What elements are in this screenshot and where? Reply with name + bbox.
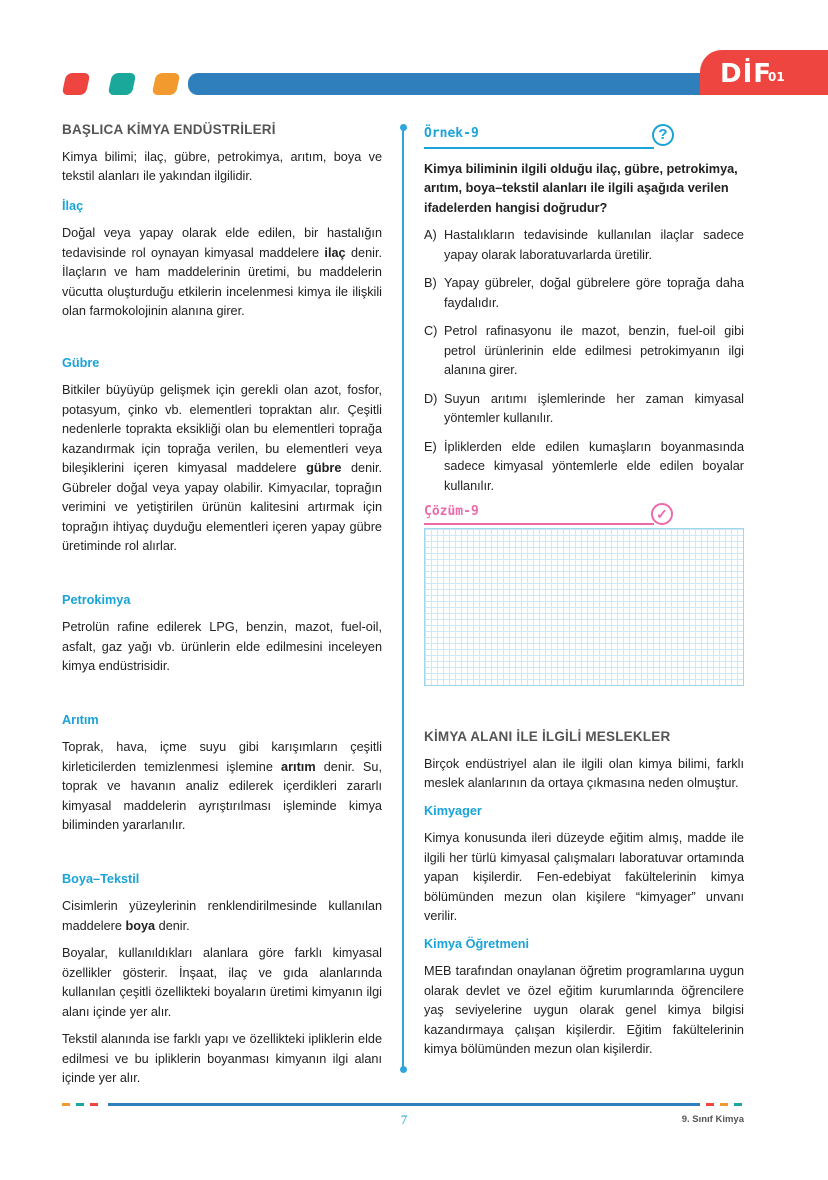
header-bar — [188, 73, 748, 95]
option-text: Yapay gübreler, doğal gübrelere göre toprağa daha faydalıdır. — [444, 276, 744, 310]
petrokimya-text: Petrolün rafine edilerek LPG, benzin, mazot, fuel-oil, asfalt, gaz yağı vb. ürünlerin elde edilmesini inceleyen kimya endüstrisidir. — [62, 620, 382, 673]
column-divider — [402, 128, 404, 1070]
ilac-text: Doğal veya yapay olarak elde edilen, bir hastalığın tedavisinde rol oynayan kimyasal maddelere ilaç denir. İlaçların ve ham maddelerinin üretimi, bu maddelerin vücutta oluşturduğu etkilerin incelenmesi kimya ile ilişkili olan farmokolojinin alanına girer. — [62, 226, 383, 318]
boya-text-3: Tekstil alanında ise farklı yapı ve özellikteki ipliklerin elde edilmesi ve bu ipliklerin boyanması kimyanın ilgi alanı içinde yer alır. — [62, 1032, 382, 1085]
option-key: A) — [424, 228, 437, 242]
heading-boya: Boya–Tekstil — [62, 871, 140, 886]
footer-dash-3 — [90, 1103, 98, 1106]
footer-line — [108, 1103, 700, 1106]
header-square-red — [62, 73, 91, 95]
footer-dash-1 — [62, 1103, 70, 1106]
footer-subject: 9. Sınıf Kimya — [681, 1114, 744, 1125]
ogretmen-text: MEB tarafından onaylanan öğretim programlarına uygun olarak devlet ve özel eğitim kurumlarında öğrencilere yaş seviyelerine uygun olarak genel kimya bilgisi kazandırmaya çalışan kişilerdir. Eğitim fakültelerinin kimya bölümünden mezun olan kişilerdir. — [424, 964, 744, 1056]
solution-grid — [424, 528, 744, 686]
page-number: 7 — [400, 1112, 408, 1127]
option-d — [424, 390, 744, 429]
left-column — [62, 120, 382, 1089]
boya-text-1: Cisimlerin yüzeylerinin renklendirilmesinde kullanılan maddelere boya denir. — [62, 899, 382, 933]
header-square-orange — [152, 73, 181, 95]
divider-dot-bottom — [400, 1066, 407, 1073]
header-square-teal — [108, 73, 137, 95]
option-key: B) — [424, 276, 437, 290]
intro-text: Kimya bilimi; ilaç, gübre, petrokimya, arıtım, boya ve tekstil alanları ile yakından ilgilidir. — [62, 149, 382, 183]
brand-logo — [700, 50, 828, 95]
footer-dash-6 — [734, 1103, 742, 1106]
option-c — [424, 322, 744, 381]
option-a — [424, 226, 744, 265]
heading-petrokimya: Petrokimya — [62, 592, 131, 607]
heading-gubre: Gübre — [62, 355, 100, 370]
example-block — [424, 120, 744, 496]
boya-text-2: Boyalar, kullanıldıkları alanlara göre farklı kimyasal özellikler gösterir. İnşaat, ilaç ve gıda alanlarında kullanılan çeşitli özellikteki boyaların üretimi kimyanın ilgi alanı içinde yer alır. — [62, 946, 382, 1019]
option-text: Hastalıkların tedavisinde kullanılan ilaçlar sadece yapay olarak laboratuvarlarda üretilir. — [444, 228, 744, 262]
solution-title: Çözüm-9 — [424, 504, 479, 519]
question-mark-icon: ? — [652, 124, 674, 146]
example-question: Kimya biliminin ilgili olduğu ilaç, gübre, petrokimya, arıtım, boya–tekstil alanları ile ilgili aşağıda verilen ifadelerden hangisi doğrudur? — [424, 161, 738, 215]
option-key: C) — [424, 324, 438, 338]
aritim-text: Toprak, hava, içme suyu gibi karışımların çeşitli kirleticilerden temizlenmesi işlemine arıtım denir. Su, toprak ve havanın analiz edilerek içerdikleri zararlı kimyasal maddelerin ayrıştırılması işleminde kimya biliminden yararlanılır. — [62, 740, 382, 832]
brand-number: 01 — [768, 70, 785, 84]
heading-ilac: İlaç — [62, 198, 84, 213]
careers-title: KİMYA ALANI İLE İLGİLİ MESLEKLER — [424, 729, 671, 744]
option-b — [424, 274, 744, 313]
example-title: Örnek-9 — [424, 126, 479, 141]
section-title: BAŞLICA KİMYA ENDÜSTRİLERİ — [62, 122, 276, 137]
heading-kimya-ogretmeni: Kimya Öğretmeni — [424, 936, 530, 951]
careers-section — [424, 727, 744, 1060]
divider-dot-top — [400, 124, 407, 131]
option-text: İpliklerden elde edilen kumaşların boyanmasında sadece kimyasal yöntemlerle elde edilen boyalar kullanılır. — [444, 439, 744, 493]
brand-name: DİF — [720, 59, 773, 89]
footer-dash-2 — [76, 1103, 84, 1106]
careers-intro: Birçok endüstriyel alan ile ilgili olan kimya bilimi, farklı meslek alanlarının da ortaya çıkmasına neden olmuştur. — [424, 756, 744, 790]
option-key: D) — [424, 391, 438, 406]
footer-dash-4 — [706, 1103, 714, 1106]
option-key: E) — [424, 439, 437, 454]
gubre-text: Bitkiler büyüyüp gelişmek için gerekli olan azot, fosfor, potasyum, çinko vb. elementleri topraktan alır. Çeşitli nedenlerle toprakta eksikliği olan bu elementleri toprağa kazandırmak için toprağa verilen, bu elementleri veya bileşiklerini içeren kimyasal maddelere gübre denir. Gübreler doğal veya yapay olabilir. Kimyacılar, toprağın verimini ve yetiştirilen ürünün kalitesini artırmak için toprağın ihtiyaç duyduğu elementleri içeren yapay gübre üretiminde rol alırlar. — [62, 383, 383, 553]
option-text: Suyun arıtımı işlemlerinde her zaman kimyasal yöntemler kullanılır. — [444, 391, 744, 425]
solution-underline — [424, 523, 654, 525]
kimyager-text: Kimya konusunda ileri düzeyde eğitim almış, madde ile ilgili her türlü kimyasal çalışmaları laboratuvar ortamında yapan kişilerdir. Fen-edebiyat fakültelerinin kimya bölümünden mezun olan kişilere “kimyager” unvanı verilir. — [424, 831, 744, 923]
option-text: Petrol rafinasyonu ile mazot, benzin, fuel-oil gibi petrol ürünlerinin elde edilmesi petrokimyanın ilgi alanına girer. — [444, 324, 744, 377]
heading-aritim: Arıtım — [62, 712, 99, 727]
heading-kimyager: Kimyager — [424, 803, 482, 818]
check-icon: ✓ — [651, 503, 673, 525]
option-e — [424, 438, 744, 497]
footer-dash-5 — [720, 1103, 728, 1106]
option-list — [424, 226, 744, 496]
